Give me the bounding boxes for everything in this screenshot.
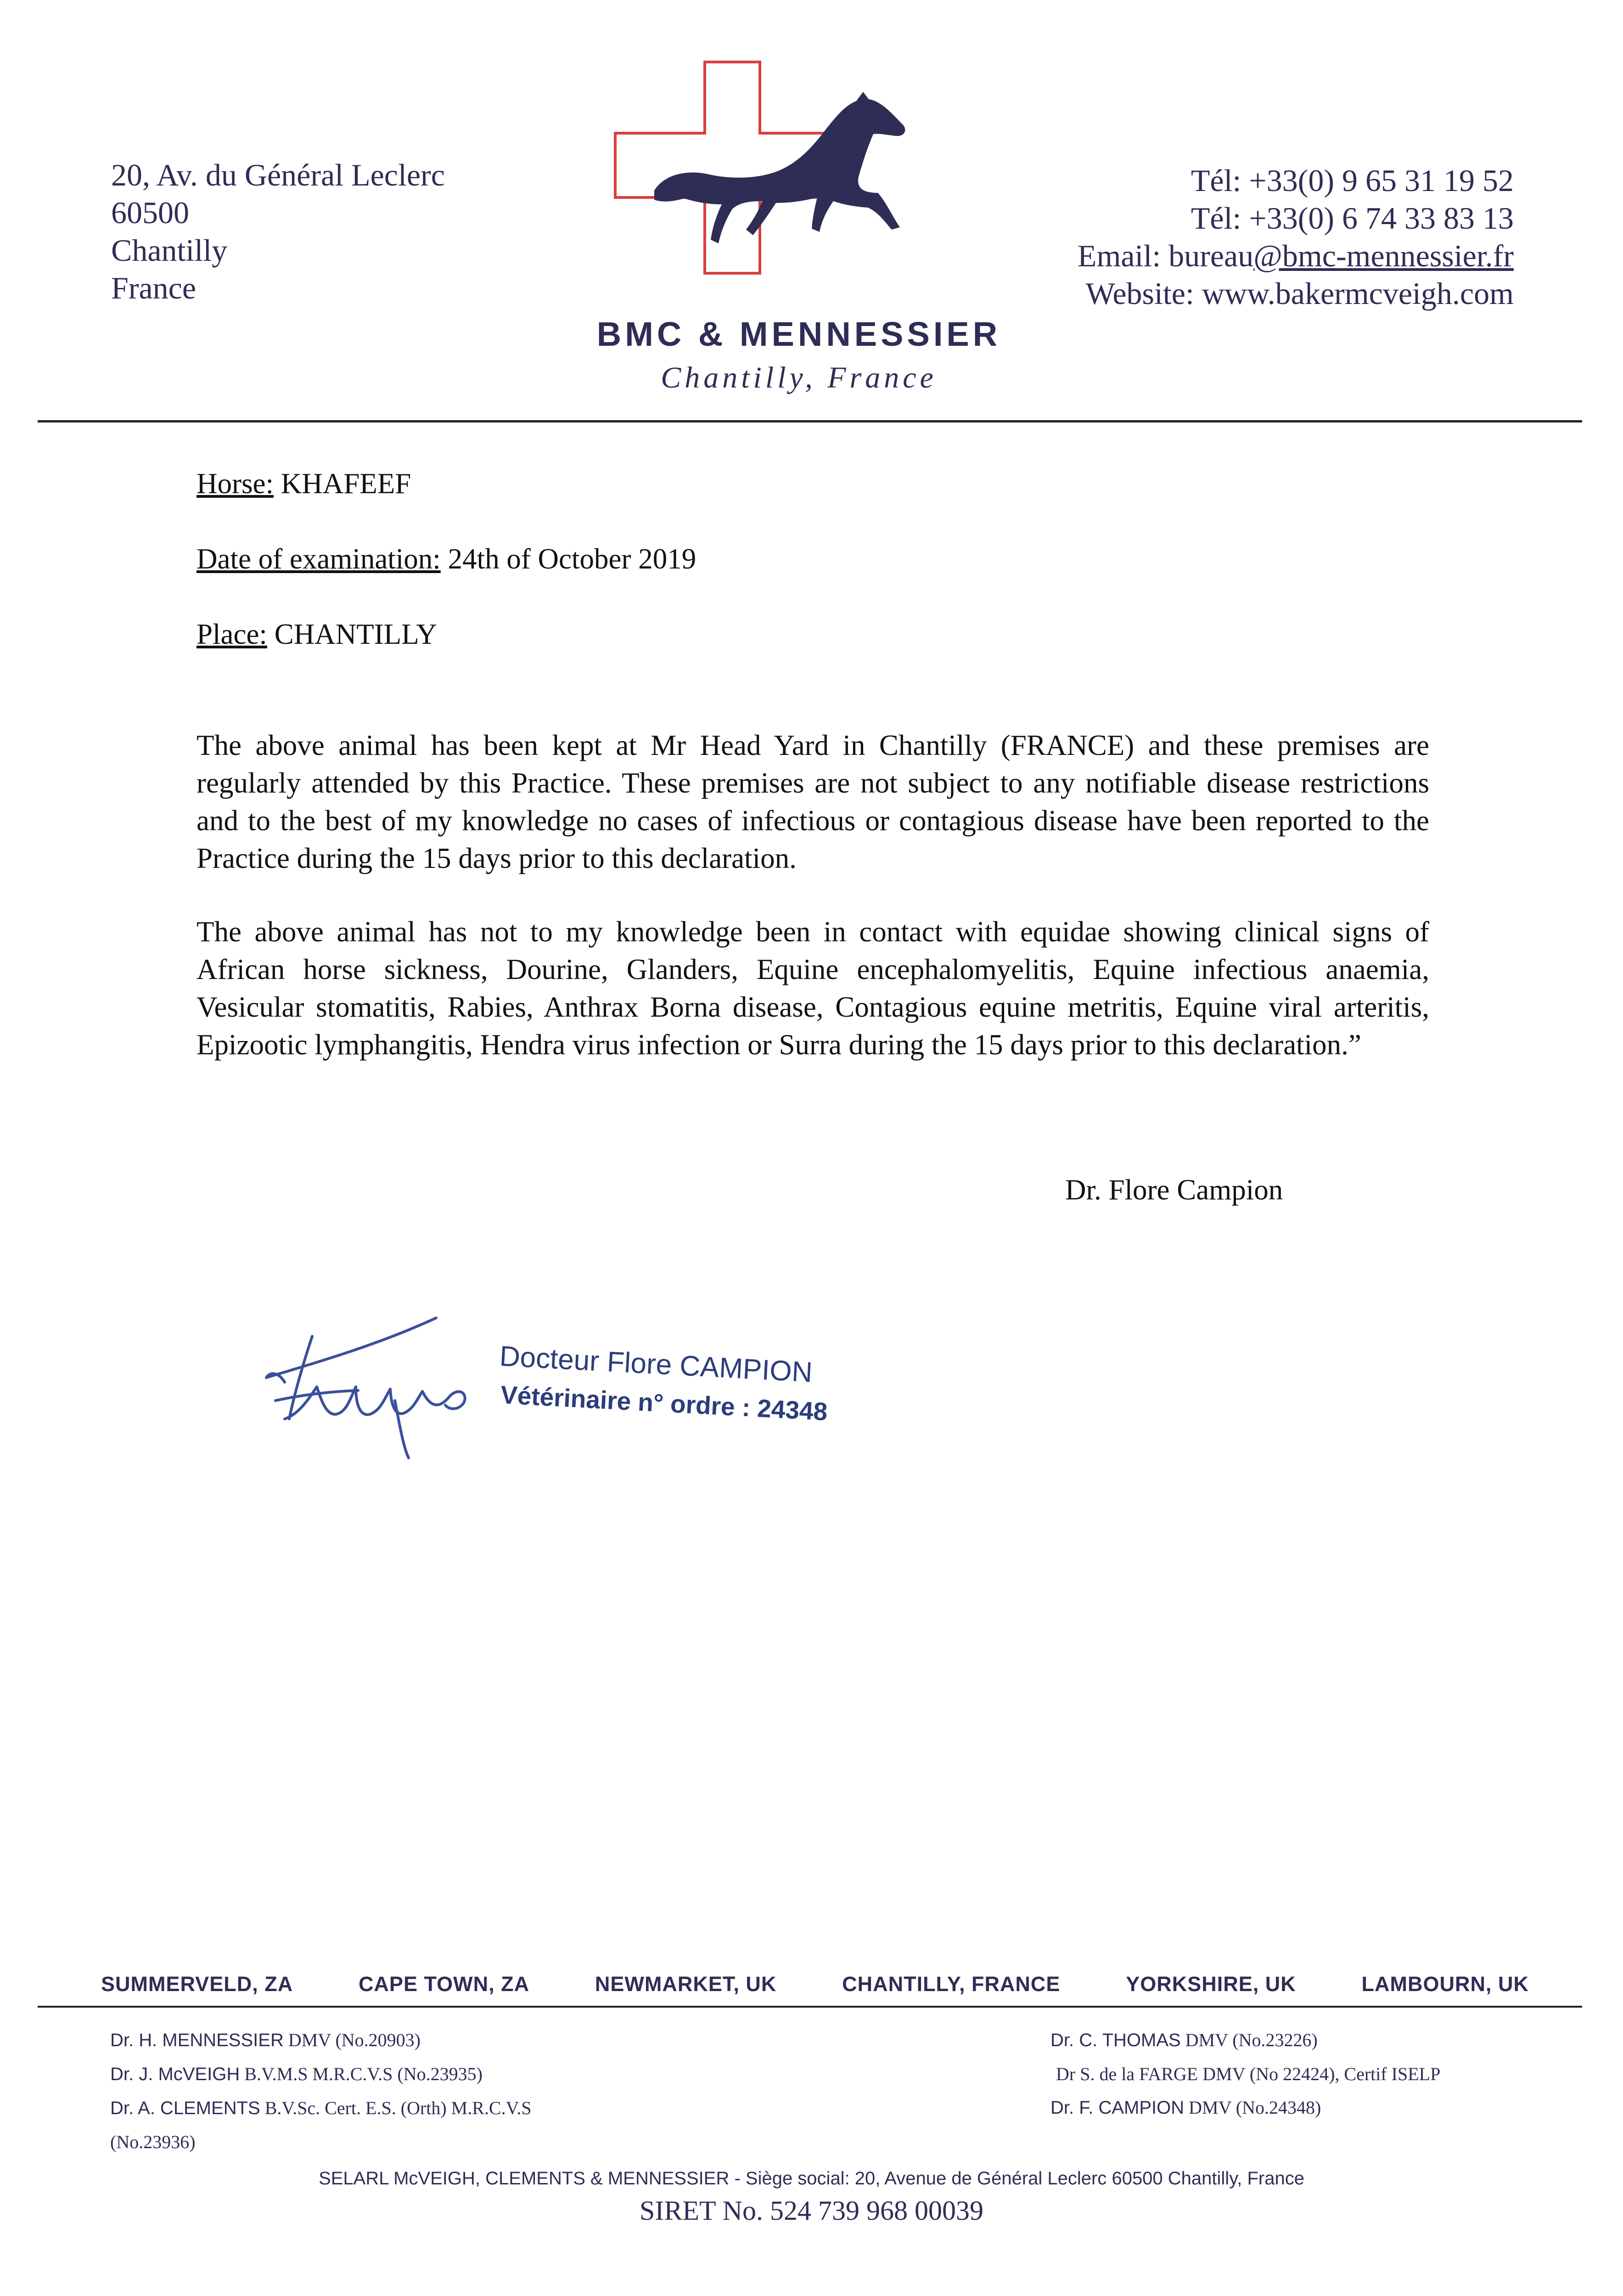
staff-row: Dr. H. MENNESSIER DMV (No.20903) [110,2030,421,2050]
stamp-name: Docteur Flore CAMPION [499,1340,814,1389]
logo-company-name: BMC & MENNESSIER [596,315,1001,353]
bmc-logo [588,55,1028,413]
footer-cities [101,1972,1529,1996]
city-yorkshire: YORKSHIRE, UK [1126,1972,1296,1996]
staff-row: Dr. F. CAMPION DMV (No.24348) [1050,2097,1321,2118]
email-link[interactable]: @bmc-mennessier.fr [1253,238,1514,273]
handwritten-signature [257,1309,514,1460]
address-city: Chantilly [111,233,228,268]
address-street: 20, Av. du Général Leclerc [111,158,445,192]
signatory-name: Dr. Flore Campion [1065,1174,1283,1206]
company-registration-line: SELARL McVEIGH, CLEMENTS & MENNESSIER - Siège social: 20, Avenue de Général Leclerc 60500 Chantilly, France [319,2168,1304,2189]
date-label: Date of examination: [197,543,441,575]
stamp-registration: Vétérinaire n° ordre : 24348 [500,1380,828,1426]
place-field [197,615,1429,653]
staff-row: Dr. A. CLEMENTS B.V.Sc. Cert. E.S. (Orth) M.R.C.V.S [110,2098,532,2118]
city-newmarket: NEWMARKET, UK [595,1972,777,1996]
letterhead-address [111,156,445,307]
place-label: Place: [197,618,267,650]
city-lambourn: LAMBOURN, UK [1361,1972,1529,1996]
email-line [1078,237,1514,275]
horse-value: KHAFEEF [281,467,411,500]
letterhead-contact [1078,162,1514,312]
place-value: CHANTILLY [274,618,437,650]
paragraph-contact: The above animal has not to my knowledge been in contact with equidae showing clinical signs of African horse sickness, Dourine, Glanders, Equine encephalomyelitis, Equine infectious anaemia, Vesicular stomatitis, Rabies, Anthrax Borna disease, Contagious equine metritis, Equine viral arteritis, Epizootic lymphangitis, Hendra virus infection or Surra during the 15 days prior to this declaration.” [197,916,1429,1061]
footer-divider [38,2006,1582,2008]
paragraph-premises: The above animal has been kept at Mr Head Yard in Chantilly (FRANCE) and these premises are regularly attended by this Practice. These premises are not subject to any notifiable disease restrictions and to the best of my knowledge no cases of infectious or contagious disease have been reported to the Practice during the 15 days prior to this declaration. [197,729,1429,874]
staff-list-left [110,2023,532,2159]
city-summerveld: SUMMERVELD, ZA [101,1972,293,1996]
email-prefix: Email: bureau [1077,238,1254,273]
logo-location: Chantilly, France [661,361,937,394]
header-divider [38,420,1582,422]
date-field [197,540,1429,578]
staff-list-right [1050,2023,1440,2125]
date-value: 24th of October 2019 [448,543,696,575]
address-postcode: 60500 [111,195,189,230]
phone-2: Tél: +33(0) 6 74 33 83 13 [1191,201,1514,236]
horse-field [197,465,1429,502]
staff-row: (No.23936) [110,2132,196,2152]
address-country: France [111,270,197,305]
staff-row: Dr S. de la FARGE DMV (No 22424), Certif ISELP [1056,2064,1441,2084]
phone-1: Tél: +33(0) 9 65 31 19 52 [1191,163,1514,198]
city-chantilly: CHANTILLY, FRANCE [842,1972,1061,1996]
siret-number: SIRET No. 524 739 968 00039 [640,2195,983,2226]
website-line: Website: www.bakermcveigh.com [1085,276,1514,311]
horse-label: Horse: [197,467,274,500]
staff-row: Dr. C. THOMAS DMV (No.23226) [1050,2030,1318,2050]
staff-row: Dr. J. McVEIGH B.V.M.S M.R.C.V.S (No.23935) [110,2064,483,2084]
city-cape-town: CAPE TOWN, ZA [358,1972,530,1996]
